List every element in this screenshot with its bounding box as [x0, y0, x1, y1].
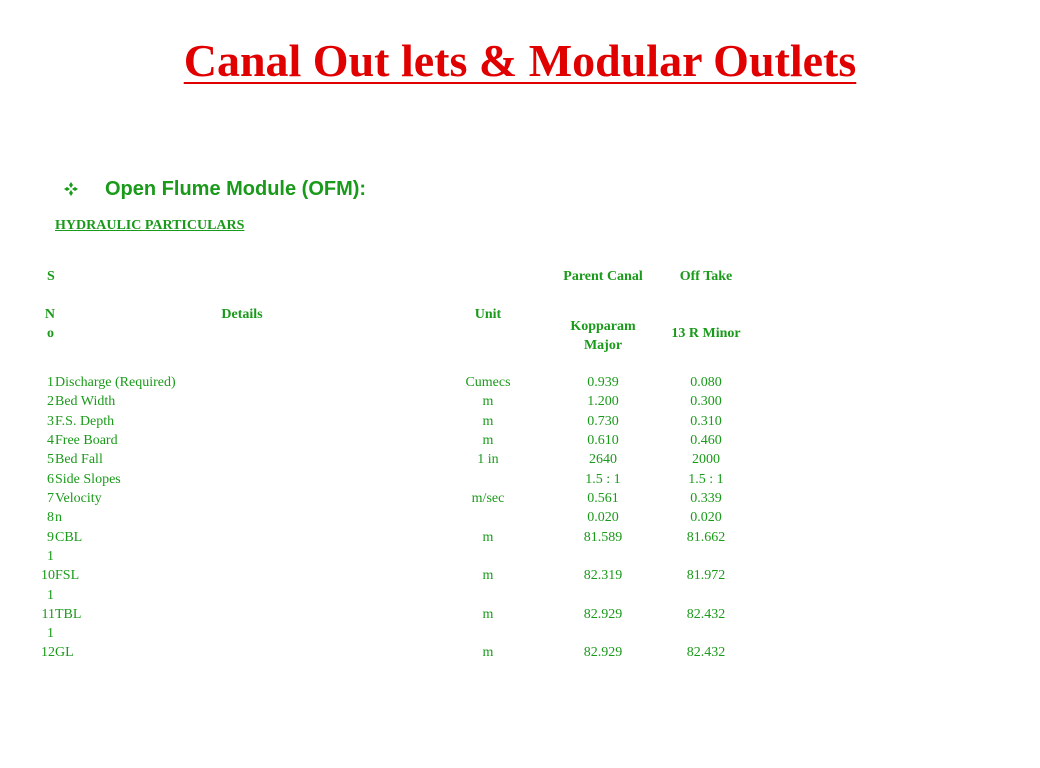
offtake-name: 13 R Minor: [671, 326, 741, 341]
row-offtake-value: 82.432: [686, 645, 726, 660]
row-offtake-value: 81.972: [686, 568, 726, 583]
row-unit: m: [482, 414, 494, 429]
row-parent-value: 2640: [589, 452, 617, 467]
row-offtake-value: 0.460: [690, 433, 722, 448]
bullet-text: Open Flume Module (OFM):: [105, 177, 367, 200]
row-sno: 4: [47, 433, 54, 448]
row-unit: m: [482, 645, 494, 660]
row-detail: Side Slopes: [55, 472, 121, 487]
sno-header-mid: N: [44, 307, 55, 322]
row-offtake-value: 81.662: [686, 530, 726, 545]
row-detail: Bed Width: [55, 394, 116, 409]
sno-wrap-fragment: 1: [47, 549, 54, 564]
parent-canal-header: Parent Canal: [563, 269, 643, 284]
row-parent-value: 0.020: [587, 510, 619, 525]
row-sno: 11: [41, 607, 55, 622]
row-unit: 1 in: [477, 452, 499, 467]
row-sno: 1: [47, 375, 54, 390]
unit-header: Unit: [474, 307, 502, 322]
row-offtake-value: 0.300: [690, 394, 722, 409]
row-parent-value: 0.561: [587, 491, 619, 506]
row-detail: GL: [55, 645, 74, 660]
row-unit: m: [482, 433, 494, 448]
row-detail: CBL: [55, 530, 83, 545]
row-offtake-value: 0.339: [690, 491, 722, 506]
row-parent-value: 1.5 : 1: [585, 472, 621, 487]
row-unit: m: [482, 607, 494, 622]
row-unit: Cumecs: [465, 375, 511, 390]
row-parent-value: 81.589: [583, 530, 623, 545]
row-parent-value: 82.319: [583, 568, 623, 583]
offtake-header: Off Take: [679, 269, 733, 284]
parent-canal-name-line1: Kopparam: [570, 319, 636, 334]
sno-wrap-fragment: 1: [47, 626, 54, 641]
row-detail: FSL: [55, 568, 80, 583]
diamond-bullet-icon: [64, 182, 78, 196]
row-sno: 6: [47, 472, 54, 487]
row-unit: m: [482, 568, 494, 583]
row-detail: Discharge (Required): [55, 375, 176, 390]
sno-header-top: S: [47, 269, 55, 284]
row-unit: m/sec: [471, 491, 505, 506]
row-detail: Free Board: [55, 433, 118, 448]
row-unit: m: [482, 530, 494, 545]
row-sno: 12: [41, 645, 55, 660]
page-title: Canal Out lets & Modular Outlets: [183, 35, 857, 86]
row-sno: 7: [47, 491, 54, 506]
row-detail: F.S. Depth: [55, 414, 115, 429]
row-sno: 5: [47, 452, 54, 467]
row-sno: 2: [47, 394, 54, 409]
row-unit: m: [482, 394, 494, 409]
row-sno: 3: [47, 414, 54, 429]
parent-canal-name: [553, 317, 653, 355]
row-parent-value: 1.200: [587, 394, 619, 409]
row-detail: n: [55, 510, 62, 525]
row-offtake-value: 0.020: [690, 510, 722, 525]
row-offtake-value: 2000: [692, 452, 720, 467]
row-detail: Velocity: [55, 491, 102, 506]
details-header: Details: [221, 307, 263, 322]
row-sno: 9: [47, 530, 54, 545]
row-offtake-value: 1.5 : 1: [688, 472, 724, 487]
parent-canal-name-line2: Major: [583, 338, 623, 353]
row-parent-value: 82.929: [583, 607, 623, 622]
row-parent-value: 82.929: [583, 645, 623, 660]
row-detail: Bed Fall: [55, 452, 103, 467]
row-detail: TBL: [55, 607, 82, 622]
row-parent-value: 0.610: [587, 433, 619, 448]
row-offtake-value: 82.432: [686, 607, 726, 622]
row-sno: 10: [41, 568, 55, 583]
row-offtake-value: 0.080: [690, 375, 722, 390]
sno-header-bot: o: [47, 326, 54, 341]
bullet-item: [64, 176, 366, 202]
row-offtake-value: 0.310: [690, 414, 722, 429]
section-heading: HYDRAULIC PARTICULARS: [55, 218, 245, 233]
sno-wrap-fragment: 1: [47, 588, 54, 603]
row-parent-value: 0.730: [587, 414, 619, 429]
row-parent-value: 0.939: [587, 375, 619, 390]
row-sno: 8: [47, 510, 54, 525]
